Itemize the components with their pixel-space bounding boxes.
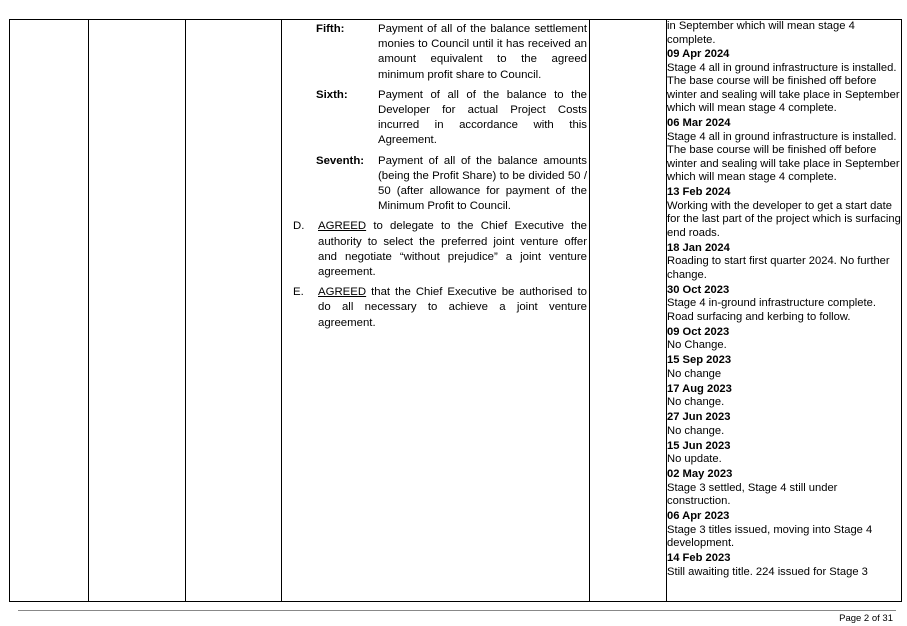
empty-cell (10, 20, 89, 602)
update-note: Stage 3 titles issued, moving into Stage 4 development. (667, 523, 873, 549)
clause-text: Payment of all of the balance amounts (being the Profit Share) to be divided 50 / 50 (after allowance for payment of the Minimum Profit to Council. (378, 154, 587, 213)
update-date: 15 Jun 2023 (667, 439, 731, 452)
update-note: Still awaiting title. 224 issued for Stage 3 (667, 565, 868, 578)
update-date: 14 Feb 2023 (667, 552, 731, 564)
paragraph-e (282, 285, 589, 331)
clause-label: Seventh: (316, 154, 365, 167)
update-note: No update. (667, 453, 722, 465)
update-date: 30 Oct 2023 (667, 283, 730, 296)
status-updates-cell (667, 20, 902, 602)
update-date: 09 Apr 2024 (667, 48, 730, 60)
update-entry (667, 552, 901, 579)
update-continuation: in September which will mean stage 4 complete. (667, 20, 855, 46)
update-note: Stage 4 all in ground infrastructure is installed. The base course will be finished off before winter and sealing will take place in September which will mean stage 4 complete. (667, 130, 900, 183)
paragraph-body: that the Chief Executive be authorised to do all necessary to achieve a joint venture agreement. (318, 286, 587, 329)
paragraph-text (318, 219, 587, 280)
update-date: 18 Jan 2024 (667, 241, 730, 254)
clause-sixth (282, 88, 589, 149)
update-note: Stage 4 all in ground infrastructure is installed. The base course will be finished off before winter and sealing will take place in September which will mean stage 4 complete. (667, 61, 900, 114)
paragraph-d (282, 219, 589, 280)
paragraph-text (318, 285, 587, 331)
update-note: No Change. (667, 339, 727, 351)
update-note: Stage 4 in-ground infrastructure complete. Road surfacing and kerbing to follow. (667, 297, 876, 323)
update-entry (667, 468, 901, 509)
update-note: No change (667, 367, 722, 380)
update-date: 15 Sep 2023 (667, 354, 732, 366)
clause-label: Fifth: (316, 23, 345, 35)
update-entry (667, 117, 901, 185)
update-date: 02 May 2023 (667, 468, 733, 480)
update-date: 06 Mar 2024 (667, 117, 731, 129)
update-entry (667, 326, 901, 353)
update-entry (667, 411, 901, 438)
page-number: Page 2 of 31 (839, 613, 893, 624)
footer-divider (18, 610, 896, 611)
update-entry (667, 48, 901, 116)
resolutions-table (9, 19, 902, 602)
paragraph-body: to delegate to the Chief Executive the authority to select the preferred joint venture offer and negotiate “without prejudice” a joint venture agreement. (318, 220, 587, 279)
update-date: 27 Jun 2023 (667, 411, 731, 423)
clause-fifth (282, 22, 589, 83)
update-entry (667, 383, 901, 410)
clause-text: Payment of all of the balance to the Developer for actual Project Costs incurred in accordance with this Agreement. (378, 88, 587, 147)
update-note: Stage 3 settled, Stage 4 still under construction. (667, 481, 838, 507)
update-entry (667, 242, 901, 283)
update-date: 06 Apr 2023 (667, 510, 730, 522)
empty-cell (186, 20, 282, 602)
agreed-keyword: AGREED (318, 220, 367, 233)
update-entry (667, 510, 901, 551)
update-date: 09 Oct 2023 (667, 325, 730, 338)
update-entry (667, 284, 901, 325)
update-entry (667, 186, 901, 240)
clause-seventh (282, 154, 589, 215)
agreed-keyword: AGREED (318, 286, 367, 299)
empty-cell (590, 20, 667, 602)
paragraph-letter: E. (293, 286, 304, 299)
table-row (10, 20, 902, 602)
update-date: 17 Aug 2023 (667, 382, 732, 395)
update-note: No change. (667, 424, 725, 437)
update-entry (667, 354, 901, 381)
paragraph-letter: D. (293, 220, 305, 233)
update-date: 13 Feb 2024 (667, 186, 731, 198)
update-note: Roading to start first quarter 2024. No further change. (667, 255, 890, 281)
update-note: No change. (667, 396, 725, 408)
empty-cell (89, 20, 186, 602)
clause-text: Payment of all of the balance settlement monies to Council until it has received an amount equivalent to the agreed minimum profit share to Council. (378, 23, 587, 81)
resolution-cell (282, 20, 590, 602)
clause-label: Sixth: (316, 88, 348, 101)
update-entry (667, 440, 901, 467)
update-note: Working with the developer to get a start date for the last part of the project which is surfacing end roads. (667, 199, 901, 239)
